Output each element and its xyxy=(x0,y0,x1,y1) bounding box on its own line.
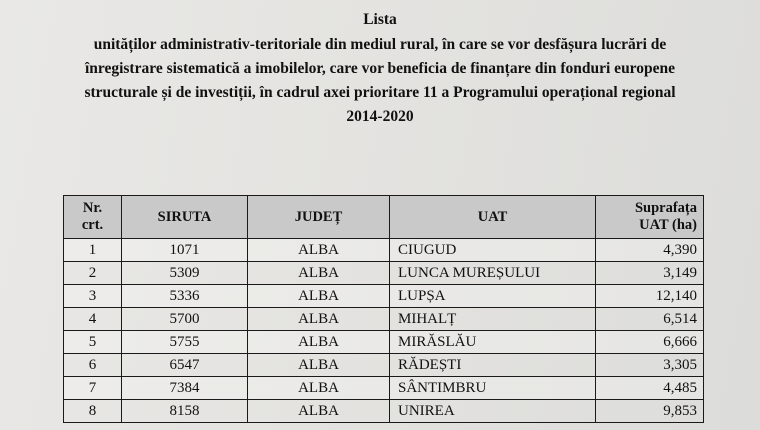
cell-nr: 7 xyxy=(64,377,122,400)
cell-suprafata: 4,485 xyxy=(596,377,704,400)
table-row xyxy=(64,377,704,400)
cell-siruta: 5336 xyxy=(122,285,248,308)
cell-siruta: 5700 xyxy=(122,308,248,331)
subtitle-line-4: 2014-2020 xyxy=(346,108,414,125)
header-judet: JUDEȚ xyxy=(248,196,390,239)
cell-nr: 2 xyxy=(64,262,122,285)
cell-uat: RĂDEȘTI xyxy=(390,354,596,377)
cell-suprafata: 6,666 xyxy=(596,331,704,354)
table-row xyxy=(64,239,704,262)
table-row xyxy=(64,354,704,377)
cell-nr: 4 xyxy=(64,308,122,331)
cell-judet: ALBA xyxy=(248,239,390,262)
cell-nr: 6 xyxy=(64,354,122,377)
cell-suprafata: 4,390 xyxy=(596,239,704,262)
cell-uat: SÂNTIMBRU xyxy=(390,377,596,400)
cell-siruta: 1071 xyxy=(122,239,248,262)
subtitle-line-3: structurale și de investiții, în cadrul axei prioritare 11 a Programului operațional regional xyxy=(84,84,676,101)
subtitle-line-1: unităților administrativ-teritoriale din mediul rural, în care se vor desfășura lucrări de xyxy=(93,36,667,53)
cell-uat: UNIREA xyxy=(390,400,596,423)
cell-nr: 8 xyxy=(64,400,122,423)
cell-siruta: 8158 xyxy=(122,400,248,423)
table-row xyxy=(64,308,704,331)
table-row xyxy=(64,262,704,285)
cell-judet: ALBA xyxy=(248,308,390,331)
cell-suprafata: 9,853 xyxy=(596,400,704,423)
cell-siruta: 6547 xyxy=(122,354,248,377)
document-title: Lista xyxy=(363,11,397,28)
cell-suprafata: 3,149 xyxy=(596,262,704,285)
cell-uat: LUPȘA xyxy=(390,285,596,308)
cell-judet: ALBA xyxy=(248,262,390,285)
cell-uat: CIUGUD xyxy=(390,239,596,262)
cell-judet: ALBA xyxy=(248,400,390,423)
header-suprafata xyxy=(596,196,704,239)
cell-suprafata: 3,305 xyxy=(596,354,704,377)
header-nr-crt xyxy=(64,196,122,239)
cell-nr: 3 xyxy=(64,285,122,308)
uat-table xyxy=(63,195,704,423)
table-body xyxy=(64,239,704,423)
cell-suprafata: 6,514 xyxy=(596,308,704,331)
header-siruta: SIRUTA xyxy=(122,196,248,239)
table-header xyxy=(64,196,704,239)
cell-judet: ALBA xyxy=(248,331,390,354)
header-sup-line1: Suprafața xyxy=(634,200,697,216)
table-row xyxy=(64,331,704,354)
cell-siruta: 5309 xyxy=(122,262,248,285)
header-nr-line1: Nr. xyxy=(82,200,103,216)
cell-uat: MIHALȚ xyxy=(390,308,596,331)
cell-siruta: 5755 xyxy=(122,331,248,354)
header-nr-line2: crt. xyxy=(81,217,104,233)
header-row xyxy=(64,196,704,239)
cell-uat: MIRĂSLĂU xyxy=(390,331,596,354)
cell-nr: 5 xyxy=(64,331,122,354)
cell-judet: ALBA xyxy=(248,285,390,308)
cell-suprafata: 12,140 xyxy=(596,285,704,308)
cell-judet: ALBA xyxy=(248,377,390,400)
subtitle-line-2: înregistrare sistematică a imobilelor, care vor beneficia de finanțare din fonduri europene xyxy=(84,60,676,77)
header-uat: UAT xyxy=(390,196,596,239)
table-row xyxy=(64,400,704,423)
header-sup-line2: UAT (ha) xyxy=(639,217,697,233)
table-row xyxy=(64,285,704,308)
cell-judet: ALBA xyxy=(248,354,390,377)
cell-siruta: 7384 xyxy=(122,377,248,400)
document-heading xyxy=(0,8,760,129)
cell-uat: LUNCA MUREȘULUI xyxy=(390,262,596,285)
cell-nr: 1 xyxy=(64,239,122,262)
